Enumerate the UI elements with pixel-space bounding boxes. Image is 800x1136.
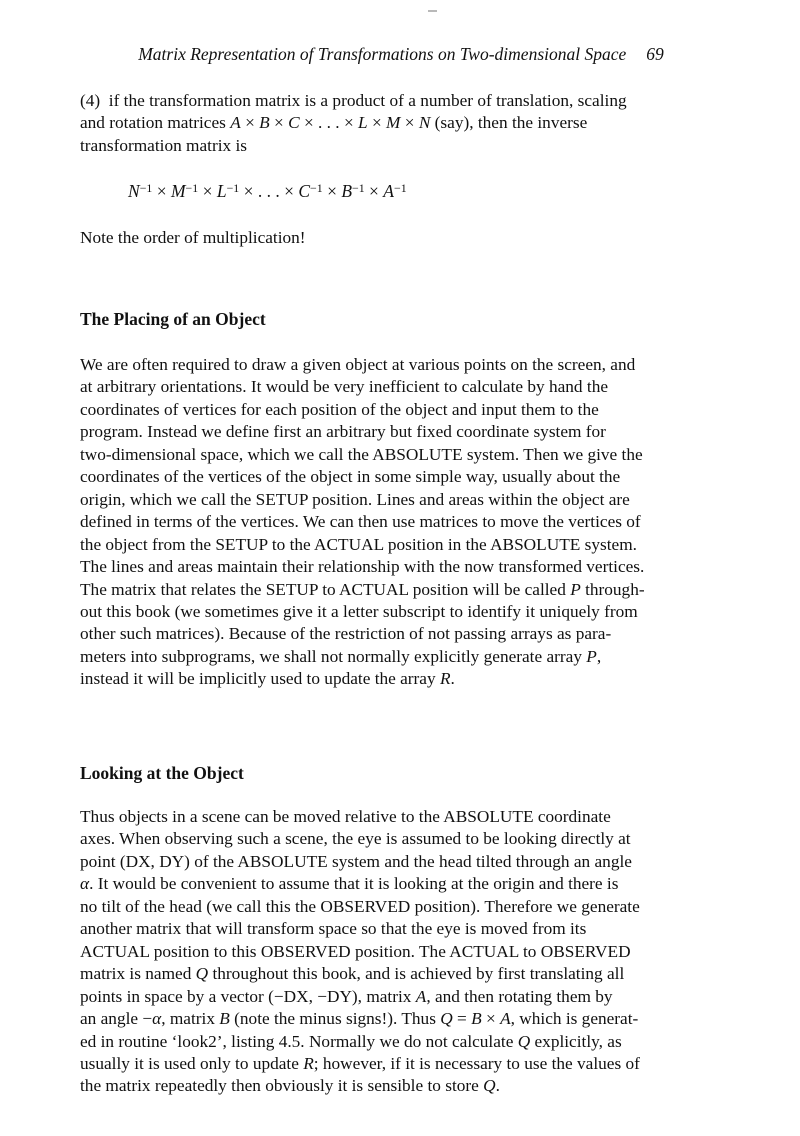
text-line: meters into subprograms, we shall not normally explicitly generate array P, <box>80 646 602 666</box>
page-number: 69 <box>646 44 664 64</box>
text-line: an angle −α, matrix B (note the minus signs!). Thus Q = B × A, which is generat- <box>80 1009 639 1029</box>
text-line: point (DX, DY) of the ABSOLUTE system and the head tilted through an angle <box>80 851 632 871</box>
text-line: We are often required to draw a given object at various points on the screen, and <box>80 355 636 374</box>
text-line: two-dimensional space, which we call the ABSOLUTE system. Then we give the <box>80 444 643 464</box>
text-line: The lines and areas maintain their relationship with the now transformed vertices. <box>80 557 645 577</box>
running-header-title: Matrix Representation of Transformations on Two-dimensional Space <box>138 44 627 64</box>
scan-artifact-mark <box>428 10 437 12</box>
section-heading-looking: Looking at the Object <box>80 763 244 783</box>
paragraph-looking <box>80 806 640 1098</box>
text-line: and rotation matrices A × B × C × . . . × L × M × N (say), then the inverse <box>80 113 588 133</box>
note-line: Note the order of multiplication! <box>80 228 306 247</box>
paragraph-item-4 <box>80 90 627 157</box>
running-header <box>80 44 722 65</box>
text-line: program. Instead we define first an arbitrary but fixed coordinate system for <box>80 422 606 442</box>
text-line: the object from the SETUP to the ACTUAL position in the ABSOLUTE system. <box>80 534 637 554</box>
text-line: other such matrices). Because of the restriction of not passing arrays as para- <box>80 624 612 644</box>
inverse-matrix-formula: $N^{-1} \times M^{-1} \times L^{-1}$ × . . . × $C^{-1} \times B^{-1} \times A^{-1}$ <box>128 181 407 201</box>
text-line: out this book (we sometimes give it a letter subscript to identify it uniquely from <box>80 601 638 621</box>
section-heading-placing: The Placing of an Object <box>80 309 266 329</box>
text-line: Thus objects in a scene can be moved relative to the ABSOLUTE coordinate <box>80 807 611 826</box>
text-line: coordinates of vertices for each position of the object and input them to the <box>80 399 599 419</box>
text-line: axes. When observing such a scene, the eye is assumed to be looking directly at <box>80 829 631 849</box>
text-line: at arbitrary orientations. It would be very inefficient to calculate by hand the <box>80 377 609 397</box>
text-line: transformation matrix is <box>80 135 248 155</box>
text-line: α. It would be convenient to assume that it is looking at the origin and there is <box>80 874 619 894</box>
text-line: instead it will be implicitly used to update the array R. <box>80 669 455 689</box>
text-line: ed in routine ‘look2’, listing 4.5. Normally we do not calculate Q explicitly, as <box>80 1031 622 1051</box>
paragraph-placing <box>80 354 645 691</box>
text-line: no tilt of the head (we call this the OBSERVED position). Therefore we generate <box>80 896 640 916</box>
text-line: coordinates of the vertices of the object in some simple way, usually about the <box>80 467 621 487</box>
text-line: ACTUAL position to this OBSERVED position. The ACTUAL to OBSERVED <box>80 941 631 961</box>
text-line: usually it is used only to update R; however, if it is necessary to use the values of <box>80 1053 640 1073</box>
text-line: The matrix that relates the SETUP to ACTUAL position will be called P through- <box>80 579 645 599</box>
text-line: matrix is named Q throughout this book, and is achieved by first translating all <box>80 964 625 984</box>
text-line: defined in terms of the vertices. We can then use matrices to move the vertices of <box>80 512 641 532</box>
text-line: (4) if the transformation matrix is a product of a number of translation, scaling <box>80 91 627 110</box>
text-line: origin, which we call the SETUP position. Lines and areas within the object are <box>80 489 630 509</box>
text-line: another matrix that will transform space so that the eye is moved from its <box>80 919 587 939</box>
text-line: points in space by a vector (−DX, −DY), matrix A, and then rotating them by <box>80 986 613 1006</box>
text-line: the matrix repeatedly then obviously it is sensible to store Q. <box>80 1076 500 1096</box>
